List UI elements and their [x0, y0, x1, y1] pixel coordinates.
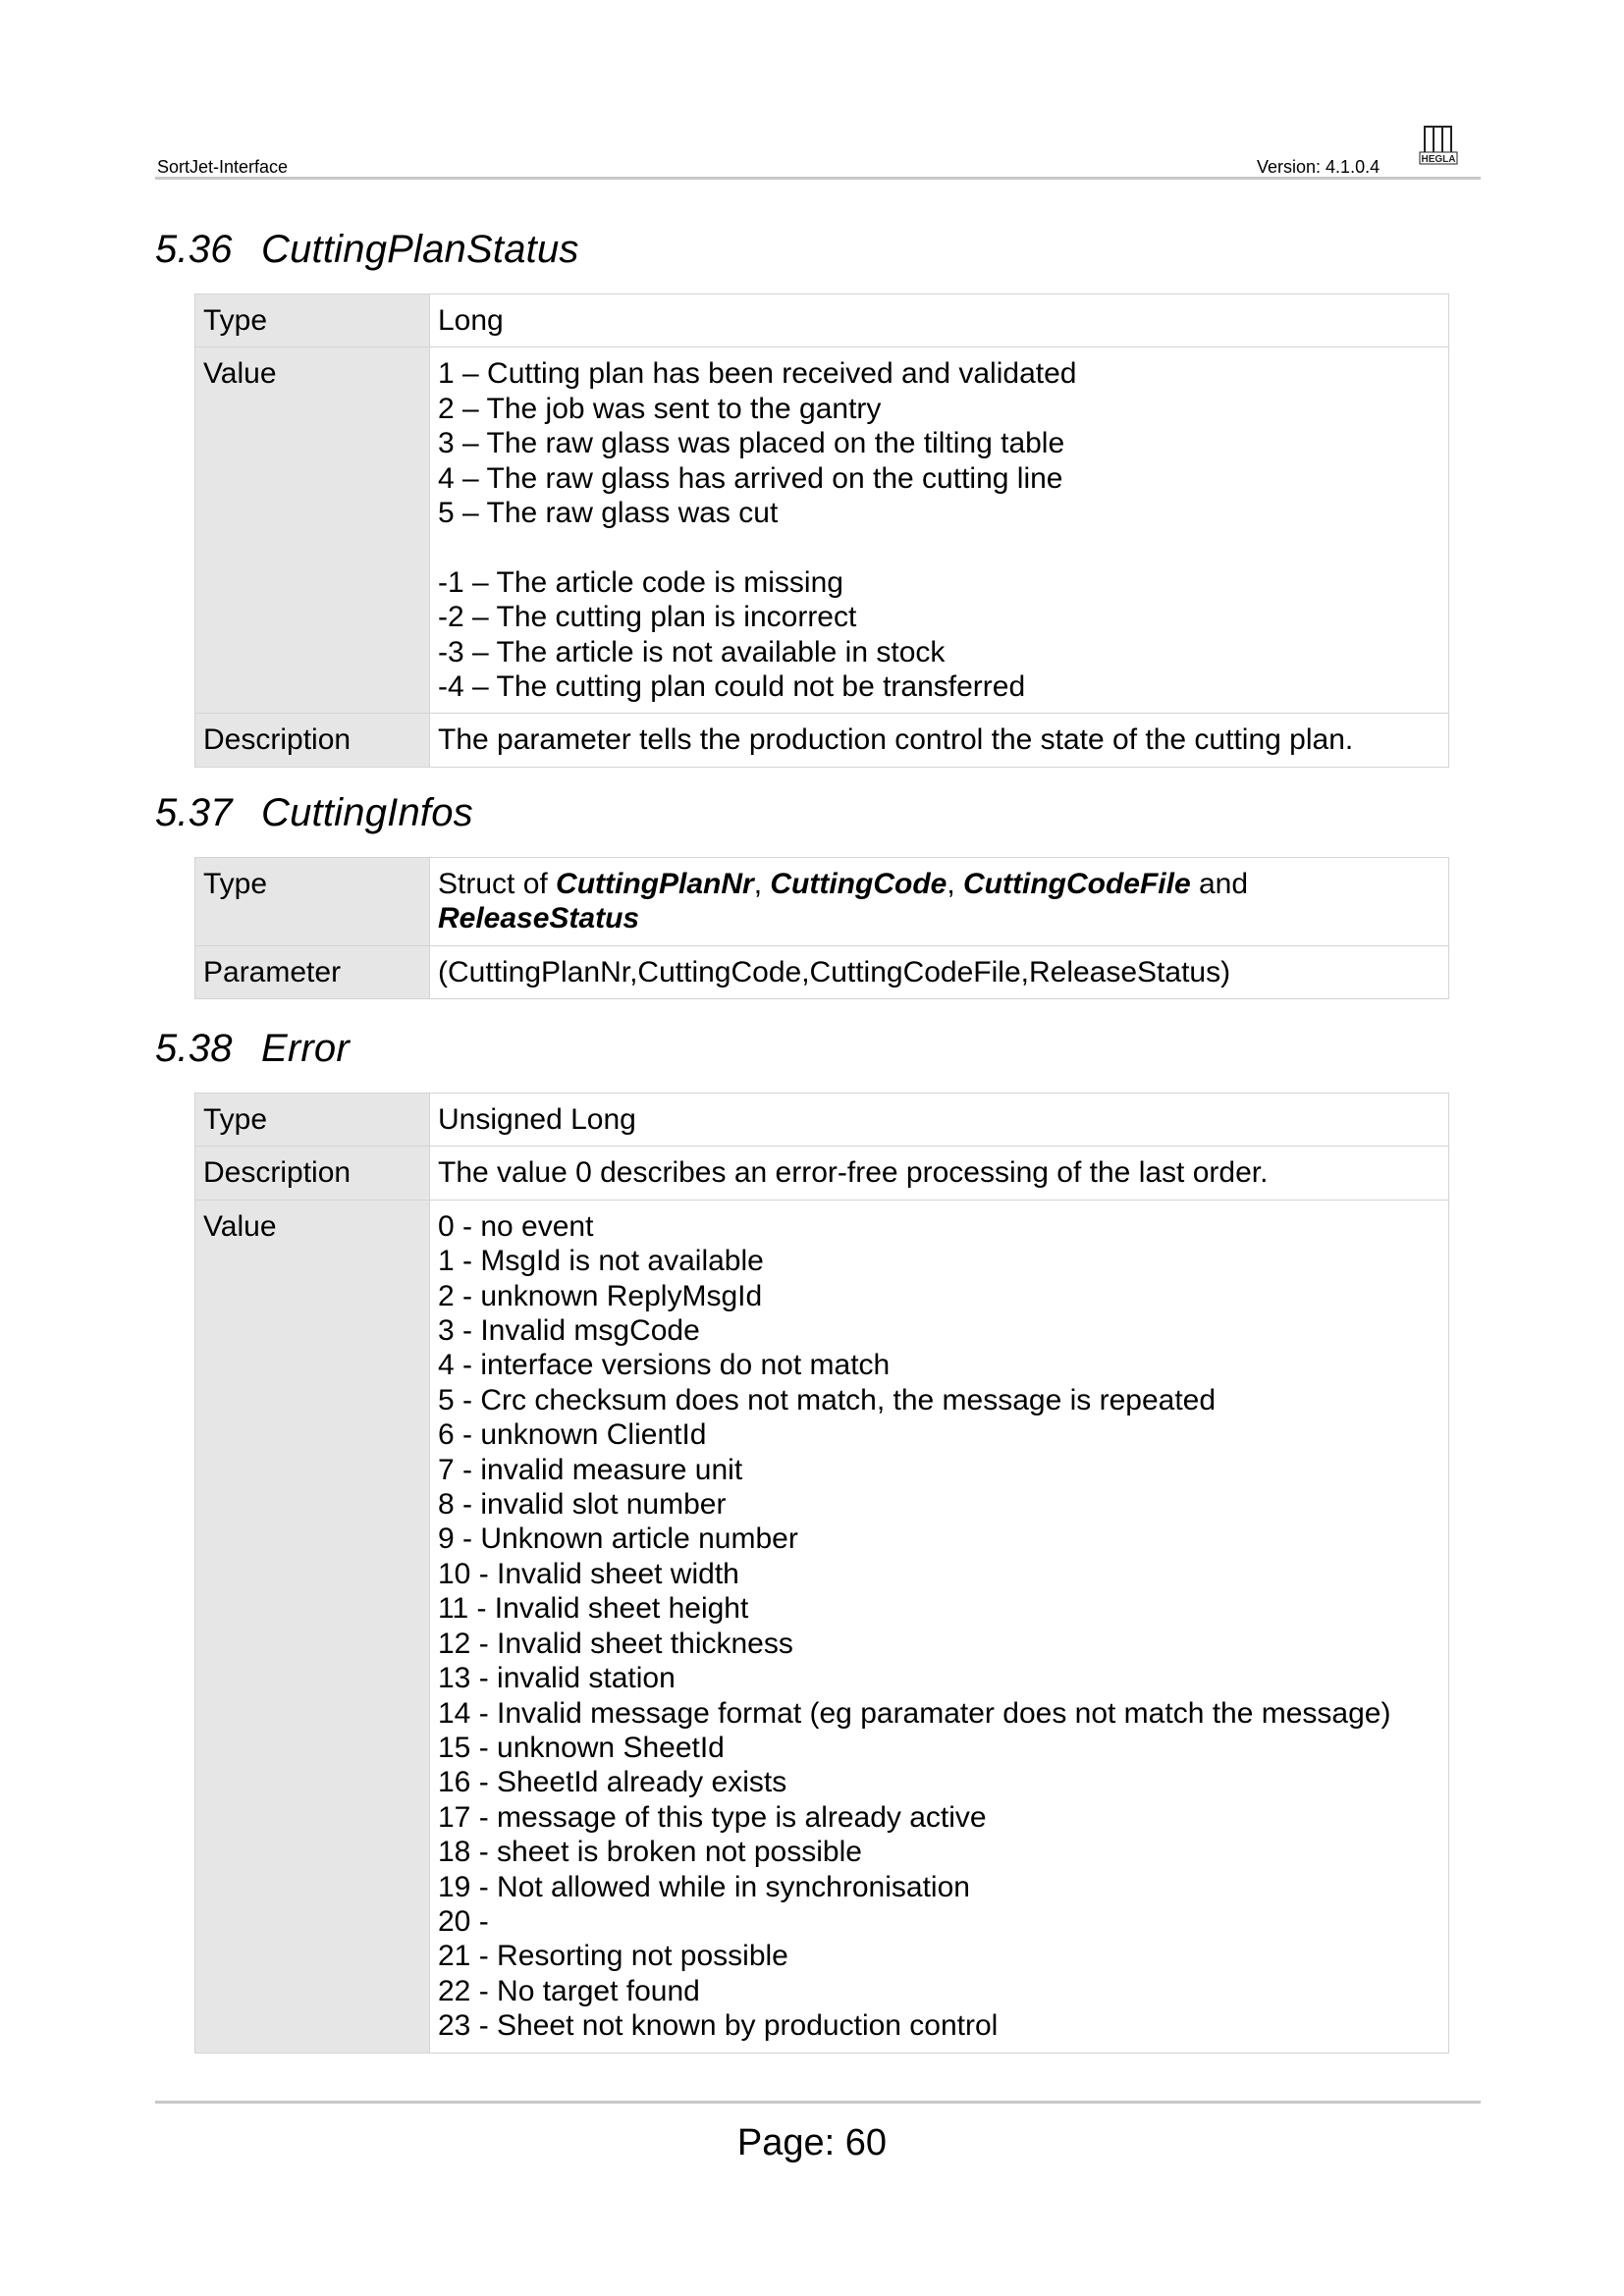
row-label: Value: [195, 1200, 430, 2053]
list-item: 3 – The raw glass was placed on the tilting table: [438, 427, 1065, 460]
struct-member: CuttingCode: [770, 868, 947, 900]
section-cutting-infos: [155, 791, 1451, 988]
list-item: 3 - Invalid msgCode: [438, 1314, 700, 1348]
list-item: 22 - No target found: [438, 1974, 700, 2007]
list-item: 10 - Invalid sheet width: [438, 1557, 739, 1590]
section-title: Error: [261, 1027, 350, 1070]
table-row: [195, 858, 1449, 946]
list-item: 21 - Resorting not possible: [438, 1940, 788, 1973]
list-item: 11 - Invalid sheet height: [438, 1592, 749, 1626]
list-item: 23 - Sheet not known by production control: [438, 2009, 999, 2043]
row-value: Long: [430, 294, 1449, 347]
list-item: 2 - unknown ReplyMsgId: [438, 1279, 763, 1312]
list-spacer: [438, 530, 1440, 564]
page-header: [155, 147, 1481, 181]
separator: ,: [947, 868, 964, 900]
type-prefix: Struct of: [438, 868, 557, 900]
table-row: [195, 347, 1449, 714]
row-value-list: [430, 1200, 1449, 2053]
row-value: [430, 858, 1449, 946]
list-item: 1 - MsgId is not available: [438, 1245, 764, 1278]
table-row: [195, 1147, 1449, 1200]
struct-member: CuttingCodeFile: [963, 868, 1191, 900]
section-number: 5.38: [155, 1027, 233, 1070]
list-item: 15 - unknown SheetId: [438, 1731, 725, 1764]
document-title: SortJet-Interface: [157, 157, 289, 177]
list-item: 17 - message of this type is already active: [438, 1800, 987, 1834]
hegla-logo: [1418, 124, 1463, 167]
struct-member: CuttingPlanNr: [556, 868, 754, 900]
table-row: [195, 1094, 1449, 1147]
table-row: [195, 294, 1449, 347]
spec-table: [194, 294, 1449, 768]
row-label: Type: [195, 1094, 430, 1147]
section-error: [155, 1027, 1451, 2043]
list-item: 13 - invalid station: [438, 1662, 676, 1695]
section-number: 5.36: [155, 228, 233, 271]
row-value: The value 0 describes an error-free processing of the last order.: [430, 1147, 1449, 1200]
separator: and: [1190, 868, 1249, 900]
list-item: 7 - invalid measure unit: [438, 1453, 743, 1486]
list-item: 8 - invalid slot number: [438, 1488, 727, 1522]
struct-member: ReleaseStatus: [438, 902, 640, 935]
section-heading: [155, 791, 1451, 835]
version-label: Version: 4.1.0.4: [1257, 157, 1380, 177]
section-title: CuttingPlanStatus: [261, 228, 579, 271]
separator: ,: [753, 868, 771, 900]
list-item: -1 – The article code is missing: [438, 565, 843, 599]
row-label: Description: [195, 714, 430, 767]
list-item: 2 – The job was sent to the gantry: [438, 392, 882, 425]
section-cutting-plan-status: [155, 228, 1451, 757]
row-value: The parameter tells the production control the state of the cutting plan.: [430, 714, 1449, 767]
list-item: 4 – The raw glass has arrived on the cutting line: [438, 461, 1063, 495]
section-heading: [155, 1027, 1451, 1071]
row-value: Unsigned Long: [430, 1094, 1449, 1147]
list-item: 16 - SheetId already exists: [438, 1766, 787, 1799]
list-item: 9 - Unknown article number: [438, 1522, 798, 1556]
spec-table: [194, 857, 1449, 999]
list-item: 20 -: [438, 1904, 489, 1938]
list-item: -2 – The cutting plan is incorrect: [438, 601, 857, 634]
list-item: -3 – The article is not available in stock: [438, 635, 946, 668]
table-row: [195, 945, 1449, 998]
section-number: 5.37: [155, 791, 233, 834]
row-label: Type: [195, 858, 430, 946]
logo-text: HEGLA: [1421, 154, 1456, 165]
list-item: 0 - no event: [438, 1209, 594, 1243]
table-row: [195, 714, 1449, 767]
list-item: 14 - Invalid message format (eg paramater does not match the message): [438, 1696, 1391, 1730]
section-heading: [155, 228, 1451, 272]
row-label: Description: [195, 1147, 430, 1200]
row-value-list: [430, 347, 1449, 714]
list-item: -4 – The cutting plan could not be transferred: [438, 670, 1026, 704]
list-item: 19 - Not allowed while in synchronisation: [438, 1870, 970, 1903]
list-item: 12 - Invalid sheet thickness: [438, 1627, 793, 1660]
spec-table: [194, 1093, 1449, 2054]
list-item: 1 – Cutting plan has been received and validated: [438, 357, 1077, 391]
row-label: Parameter: [195, 945, 430, 998]
list-item: 6 - unknown ClientId: [438, 1418, 707, 1452]
list-item: 5 – The raw glass was cut: [438, 497, 779, 530]
page-number: Page: 60: [736, 2122, 888, 2163]
list-item: 5 - Crc checksum does not match, the message is repeated: [438, 1383, 1217, 1416]
list-item: 18 - sheet is broken not possible: [438, 1836, 862, 1869]
row-label: Value: [195, 347, 430, 714]
header-divider: [155, 177, 1481, 180]
section-title: CuttingInfos: [261, 791, 473, 834]
list-item: 4 - interface versions do not match: [438, 1349, 891, 1382]
row-label: Type: [195, 294, 430, 347]
footer-divider: [155, 2101, 1481, 2104]
row-value: (CuttingPlanNr,CuttingCode,CuttingCodeFile,ReleaseStatus): [430, 945, 1449, 998]
table-row: [195, 1200, 1449, 2053]
